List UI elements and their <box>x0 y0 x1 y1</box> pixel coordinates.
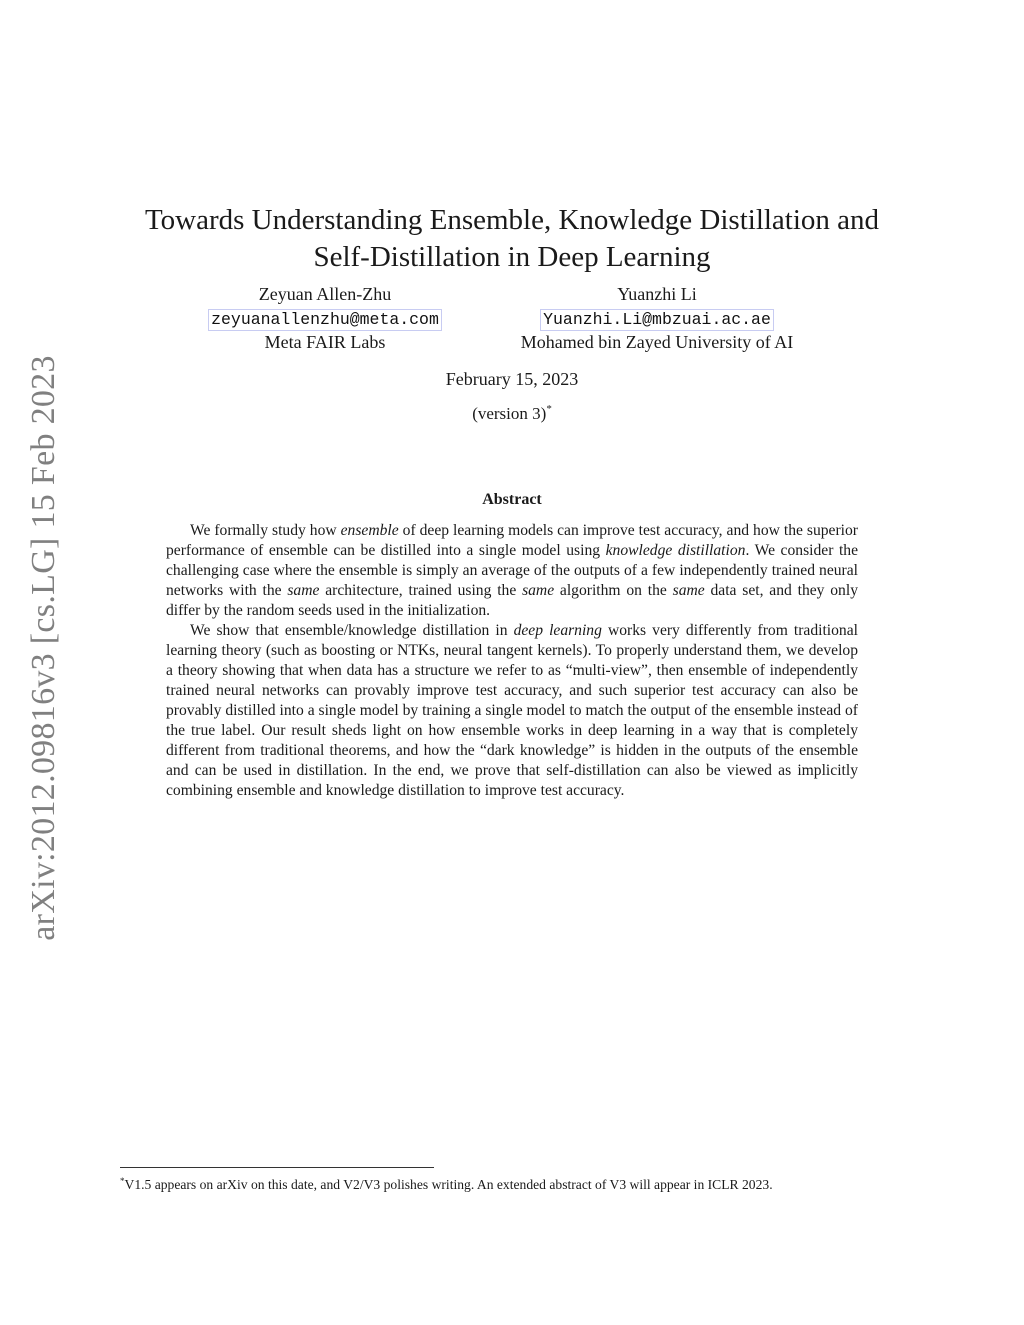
paper-title <box>120 202 904 276</box>
author-name: Zeyuan Allen-Zhu <box>258 284 392 304</box>
abstract-paragraph-1 <box>166 521 858 621</box>
arxiv-side-stamp: arXiv:2012.09816v3 [cs.LG] 15 Feb 2023 <box>25 355 62 941</box>
text-run: We formally study how <box>190 522 341 539</box>
text-run: We show that ensemble/knowledge distillation in <box>190 622 514 639</box>
author-affiliation: Mohamed bin Zayed University of AI <box>520 332 794 352</box>
version-label: (version 3) <box>472 404 547 423</box>
footnote-text: V1.5 appears on arXiv on this date, and V2/V3 polishes writing. An extended abstract of V3 will appear in ICLR 2023. <box>124 1177 773 1192</box>
author-affiliation: Meta FAIR Labs <box>264 332 386 352</box>
abstract-paragraph-2 <box>166 621 858 801</box>
emphasis: same <box>672 582 705 599</box>
footnote <box>120 1172 906 1194</box>
footnote-divider <box>120 1167 434 1168</box>
text-run: . We consider the challenging case where the ensemble is simply an average of the outputs of a few independently trained neural networks with the <box>166 542 858 599</box>
author-name: Yuanzhi Li <box>617 284 697 304</box>
author-1 <box>195 283 455 355</box>
text-run: of deep learning models can improve test accuracy, and how the superior performance of ensemble can be distilled into a single model using <box>166 522 858 559</box>
text-run: algorithm on the <box>554 582 673 599</box>
emphasis: same <box>287 582 320 599</box>
emphasis: ensemble <box>340 522 399 539</box>
title-line-2: Self-Distillation in Deep Learning <box>313 241 711 274</box>
author-email-link[interactable]: Yuanzhi.Li@mbzuai.ac.ae <box>540 309 774 331</box>
paper-version <box>0 403 1024 424</box>
text-run: works very differently from traditional learning theory (such as boosting or NTKs, neural tangent kernels). To properly understand them, we develop a theory showing that when data has a structure we refer to as “multi-view”, then ensemble of independently trained neural networks can provably improve test accuracy, and such superior test accuracy can also be provably distilled into a single model by training a single model to match the output of the ensemble instead of the true label. Our result sheds light on how ensemble works in deep learning in a way that is completely different from traditional theorems, and how the “dark knowledge” is hidden in the outputs of the ensemble and can be used in distillation. In the end, we prove that self-distillation can also be viewed as implicitly combining ensemble and knowledge distillation to improve test accuracy. <box>166 622 858 799</box>
author-2 <box>487 283 827 355</box>
footnote-mark: * <box>120 1176 125 1186</box>
text-run: architecture, trained using the <box>319 582 523 599</box>
abstract-heading: Abstract <box>482 491 542 508</box>
paper-date: February 15, 2023 <box>445 369 579 389</box>
title-line-1: Towards Understanding Ensemble, Knowledge Distillation and <box>144 204 880 237</box>
emphasis: deep learning <box>513 622 602 639</box>
text-run: data set, and they only differ by the random seeds used in the initialization. <box>166 582 858 619</box>
emphasis: same <box>522 582 555 599</box>
author-email-link[interactable]: zeyuanallenzhu@meta.com <box>208 309 442 331</box>
version-footnote-mark[interactable]: * <box>546 403 552 415</box>
emphasis: knowledge distillation <box>605 542 746 559</box>
abstract-body <box>166 521 858 801</box>
